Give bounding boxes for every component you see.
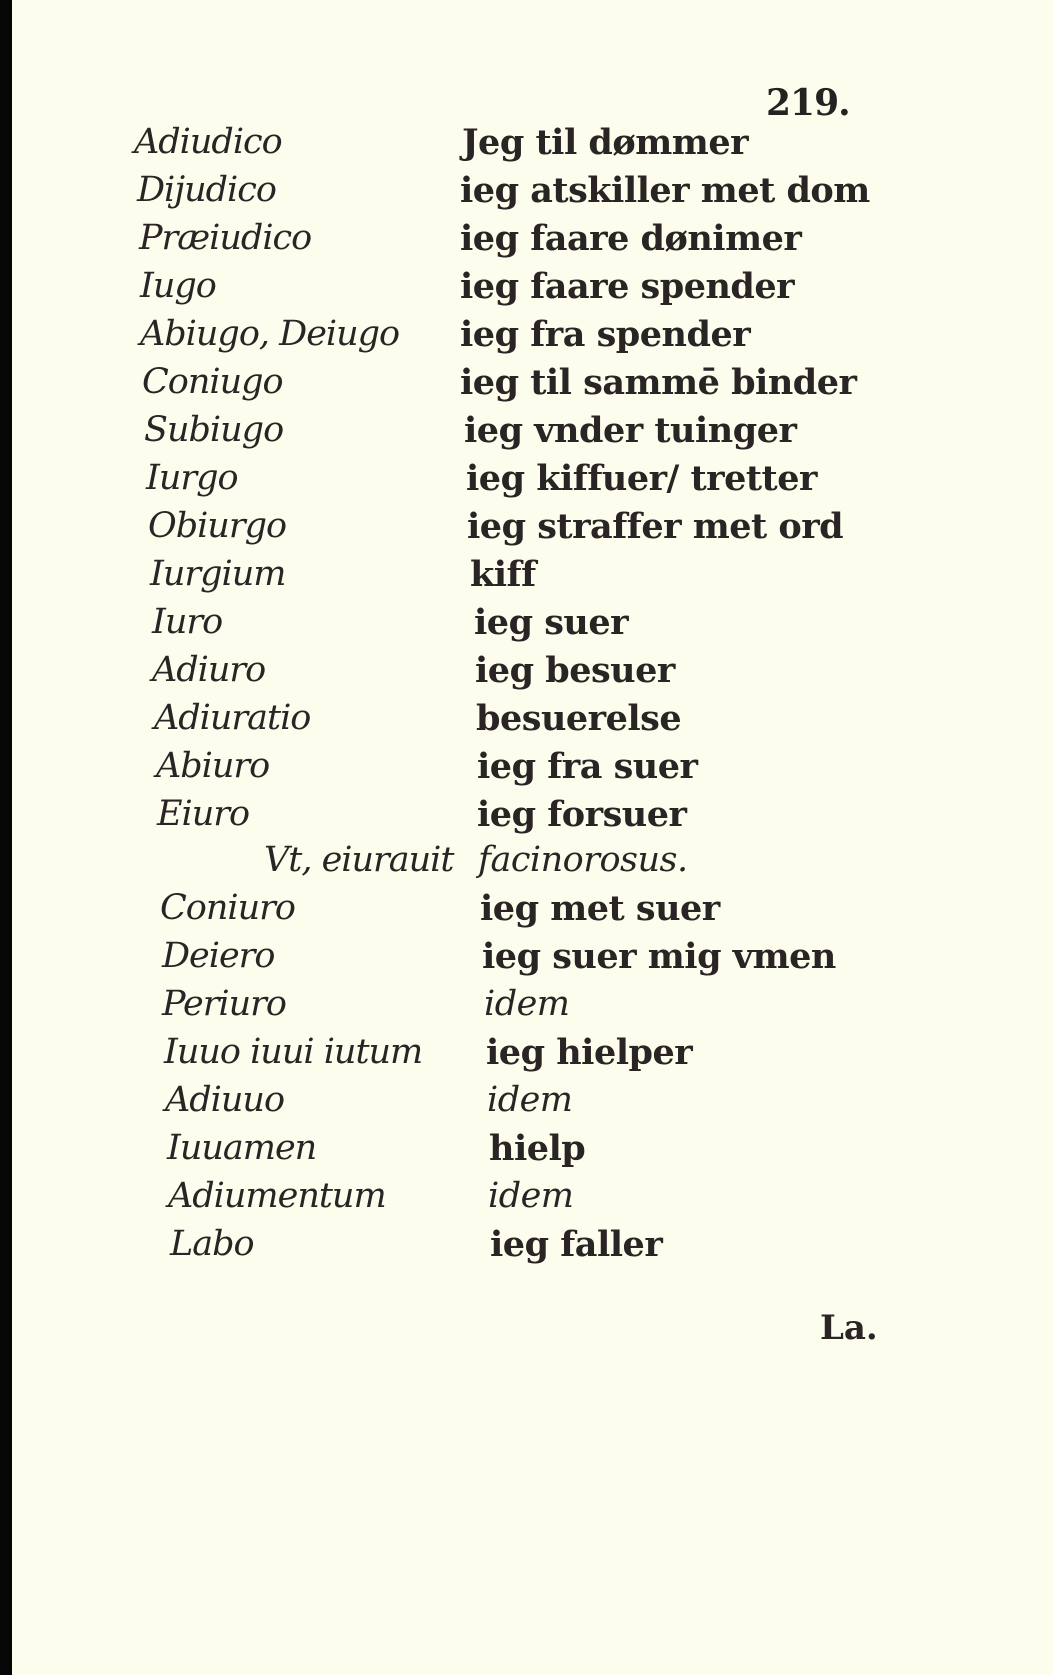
latin-word: Subiugo (144, 410, 284, 450)
danish-translation: ieg faare dønimer (460, 218, 802, 259)
page-number: 219. (766, 82, 850, 124)
latin-word: Labo (170, 1224, 254, 1264)
danish-translation: Jeg til dømmer (462, 122, 749, 163)
dictionary-entry (170, 1224, 1053, 1270)
dictionary-entry (144, 410, 1044, 456)
danish-translation: ieg straffer met ord (467, 506, 844, 547)
dictionary-entry (162, 984, 1053, 1030)
dictionary-entry (142, 362, 1042, 408)
danish-translation: ieg faller (490, 1224, 663, 1265)
dictionary-entry (154, 698, 1053, 744)
latin-word: Adiuratio (154, 698, 311, 738)
dictionary-entry (150, 554, 1050, 600)
danish-translation: facinorosus. (478, 840, 688, 880)
dictionary-entry (264, 840, 1053, 886)
book-page (12, 0, 1053, 1675)
danish-translation: idem (484, 984, 570, 1024)
dictionary-entry (134, 122, 1034, 168)
dictionary-entry (140, 314, 1040, 360)
danish-translation: ieg met suer (480, 888, 720, 929)
dictionary-entry (164, 1032, 1053, 1078)
catchword: La. (820, 1308, 878, 1348)
danish-translation: ieg suer mig vmen (482, 936, 836, 977)
dictionary-entry (167, 1128, 1053, 1174)
dictionary-entry (139, 218, 1039, 264)
dictionary-entry (137, 170, 1037, 216)
latin-word: Adiudico (134, 122, 282, 162)
danish-translation: ieg vnder tuinger (464, 410, 797, 451)
danish-translation: kiff (470, 554, 536, 595)
danish-translation: ieg atskiller met dom (460, 170, 870, 211)
dictionary-entry (146, 458, 1046, 504)
danish-translation: ieg forsuer (477, 794, 687, 835)
dictionary-entry (148, 506, 1048, 552)
dictionary-entry (168, 1176, 1053, 1222)
latin-word: Eiuro (157, 794, 250, 834)
danish-translation: ieg til sammē binder (460, 362, 857, 403)
latin-word: Coniugo (142, 362, 283, 402)
latin-word: Deiero (162, 936, 275, 976)
danish-translation: idem (488, 1176, 574, 1216)
latin-word: Abiugo, Deiugo (140, 314, 400, 354)
latin-word: Adiuro (152, 650, 266, 690)
dictionary-entry (152, 602, 1052, 648)
dictionary-entry (156, 746, 1053, 792)
latin-word: Obiurgo (148, 506, 287, 546)
latin-word: Iuuo iuui iutum (164, 1032, 423, 1072)
latin-word: Periuro (162, 984, 286, 1024)
latin-word: Adiuuo (165, 1080, 285, 1120)
danish-translation: idem (487, 1080, 573, 1120)
danish-translation: ieg faare spender (460, 266, 795, 307)
danish-translation: ieg fra spender (460, 314, 751, 355)
danish-translation: ieg kiffuer/ tretter (466, 458, 817, 499)
danish-translation: ieg fra suer (477, 746, 698, 787)
latin-word: Coniuro (160, 888, 295, 928)
dictionary-entry (140, 266, 1040, 312)
latin-word: Vt, eiurauit (264, 840, 454, 880)
dictionary-entry (152, 650, 1052, 696)
dictionary-entry (165, 1080, 1053, 1126)
danish-translation: ieg suer (474, 602, 629, 643)
dictionary-entry (157, 794, 1053, 840)
latin-word: Abiuro (156, 746, 270, 786)
latin-word: Iurgo (146, 458, 238, 498)
danish-translation: besuerelse (476, 698, 682, 739)
latin-word: Iuuamen (167, 1128, 317, 1168)
latin-word: Dijudico (137, 170, 276, 210)
latin-word: Iuro (152, 602, 223, 642)
latin-word: Iurgium (150, 554, 286, 594)
danish-translation: hielp (489, 1128, 586, 1169)
danish-translation: ieg besuer (475, 650, 675, 691)
latin-word: Præiudico (139, 218, 312, 258)
dictionary-entry (162, 936, 1053, 982)
dictionary-entry (160, 888, 1053, 934)
latin-word: Adiumentum (168, 1176, 386, 1216)
latin-word: Iugo (140, 266, 216, 306)
danish-translation: ieg hielper (486, 1032, 693, 1073)
